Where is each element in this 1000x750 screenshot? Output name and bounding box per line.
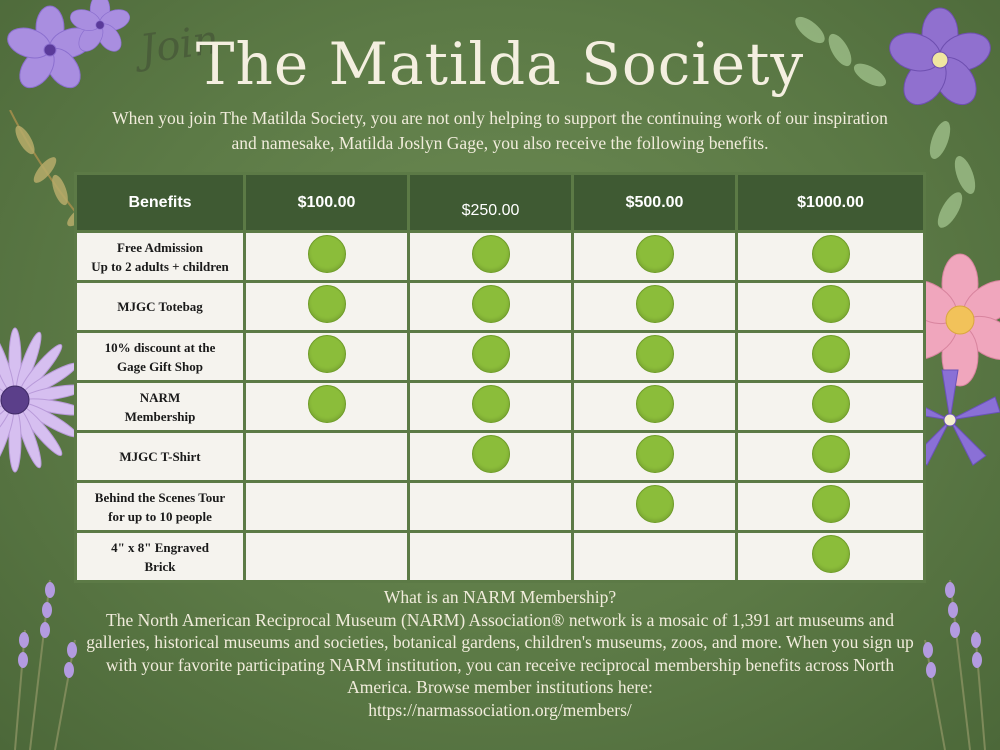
tier-cell: [738, 333, 923, 380]
table-row: [77, 483, 923, 530]
lavender-sprig-icon: [0, 570, 90, 750]
tier-cell: [246, 383, 407, 430]
included-check-icon: [308, 385, 346, 423]
included-check-icon: [472, 385, 510, 423]
benefit-label-line: Behind the Scenes Tour: [94, 489, 226, 505]
narm-info: [80, 586, 920, 721]
tier-cell: [410, 483, 571, 530]
benefit-label: [77, 333, 243, 380]
tier-cell: [574, 433, 735, 480]
table-body: [77, 233, 923, 580]
benefit-label: [77, 283, 243, 330]
narm-description: The North American Reciprocal Museum (NARM) Association® network is a mosaic of 1,391 art museums and galleries, historical museums and societies, botanical gardens, children's museums, zoos, and more. When you sign up with your favorite participating NARM institution, you can receive reciprocal membership benefits across North America. Browse member institutions here:: [86, 609, 914, 697]
benefit-label: [77, 433, 243, 480]
tier-cell: [574, 483, 735, 530]
tier-cell: [246, 483, 407, 530]
benefit-label: [77, 233, 243, 280]
tier-cell: [738, 533, 923, 580]
join-script: Join: [137, 16, 222, 74]
included-check-icon: [812, 235, 850, 273]
benefit-label-line: 4" x 8" Engraved: [111, 539, 209, 555]
benefit-label: [77, 533, 243, 580]
tier-cell: [246, 533, 407, 580]
included-check-icon: [636, 335, 674, 373]
tier-cell: [738, 483, 923, 530]
intro-text: When you join The Matilda Society, you are not only helping to support the continuing work of our inspiration and namesake, Matilda Joslyn Gage, you also receive the following benefits.: [112, 108, 888, 153]
tier-cell: [574, 333, 735, 380]
included-check-icon: [812, 535, 850, 573]
tier-cell: [574, 283, 735, 330]
included-check-icon: [636, 285, 674, 323]
tier-cell: [410, 233, 571, 280]
tier-cell: [738, 233, 923, 280]
tier-cell: [410, 333, 571, 380]
column-header-500: $500.00: [574, 175, 735, 230]
tier-cell: [574, 233, 735, 280]
included-check-icon: [812, 485, 850, 523]
included-check-icon: [308, 335, 346, 373]
benefit-label-line: MJGC Totebag: [117, 299, 203, 314]
benefit-label-line: Brick: [144, 558, 176, 574]
included-check-icon: [472, 335, 510, 373]
table-row: [77, 433, 923, 480]
page-title: The Matilda Society: [195, 30, 805, 98]
table-header-row: [77, 175, 923, 230]
column-header-250: $250.00: [410, 175, 571, 230]
benefit-label-line: 10% discount at the: [104, 339, 216, 355]
column-header-100: $100.00: [246, 175, 407, 230]
benefit-label-line: for up to 10 people: [108, 508, 212, 524]
included-check-icon: [472, 435, 510, 473]
column-header-benefits: Benefits: [77, 175, 243, 230]
narm-heading: What is an NARM Membership?: [383, 587, 617, 607]
included-check-icon: [308, 235, 346, 273]
benefit-label-line: Up to 2 adults + children: [91, 258, 229, 274]
table-row: [77, 533, 923, 580]
narm-link[interactable]: https://narmassociation.org/members/: [368, 699, 632, 720]
included-check-icon: [636, 435, 674, 473]
benefit-label-line: MJGC T-Shirt: [119, 449, 201, 464]
table-row: [77, 383, 923, 430]
included-check-icon: [308, 285, 346, 323]
tier-cell: [410, 383, 571, 430]
tier-cell: [246, 333, 407, 380]
tier-cell: [574, 533, 735, 580]
tier-cell: [410, 283, 571, 330]
included-check-icon: [812, 385, 850, 423]
included-check-icon: [636, 235, 674, 273]
tier-cell: [738, 383, 923, 430]
lavender-sprig-icon: [910, 570, 1000, 750]
tier-cell: [574, 383, 735, 430]
included-check-icon: [812, 435, 850, 473]
included-check-icon: [472, 285, 510, 323]
tier-cell: [246, 433, 407, 480]
benefit-label: [77, 483, 243, 530]
table-row: [77, 283, 923, 330]
tier-cell: [410, 533, 571, 580]
tier-cell: [246, 233, 407, 280]
included-check-icon: [812, 285, 850, 323]
table-row: [77, 233, 923, 280]
tier-cell: [410, 433, 571, 480]
benefit-label: [77, 383, 243, 430]
included-check-icon: [636, 385, 674, 423]
included-check-icon: [472, 235, 510, 273]
benefit-label-line: Gage Gift Shop: [117, 358, 203, 374]
column-header-1000: $1000.00: [738, 175, 923, 230]
table-row: [77, 333, 923, 380]
benefit-label-line: NARM: [139, 389, 181, 405]
benefit-label-line: Free Admission: [116, 239, 204, 255]
benefits-table: [74, 172, 926, 583]
included-check-icon: [812, 335, 850, 373]
tier-cell: [738, 433, 923, 480]
included-check-icon: [636, 485, 674, 523]
tier-cell: [246, 283, 407, 330]
tier-cell: [738, 283, 923, 330]
benefit-label-line: Membership: [124, 408, 196, 424]
